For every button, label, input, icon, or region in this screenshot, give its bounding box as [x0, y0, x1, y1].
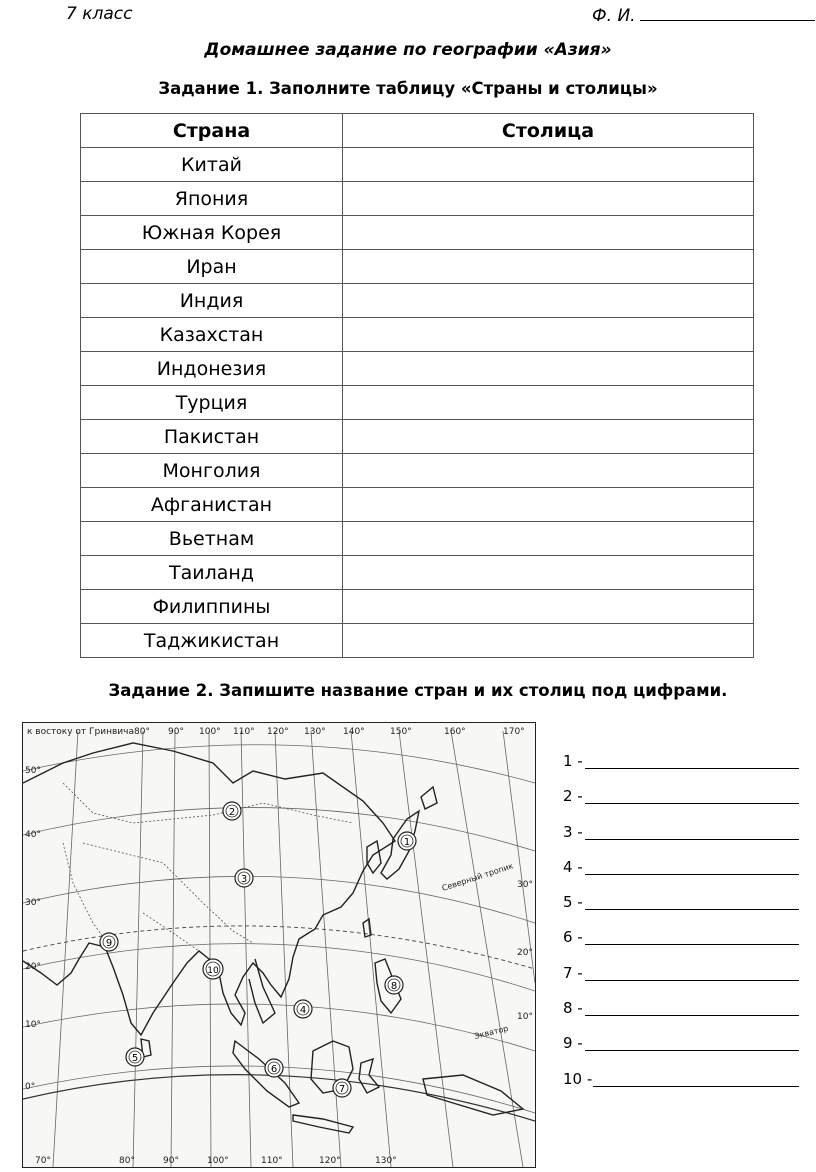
- name-label: Ф. И.: [592, 6, 636, 26]
- answer-line-10[interactable]: [563, 1070, 592, 1105]
- table-row: [81, 420, 754, 454]
- table-row: [81, 182, 754, 216]
- lon-label: 120°: [267, 727, 289, 737]
- marker-1: [398, 832, 416, 850]
- lon-label: 130°: [304, 727, 326, 737]
- table-row: [81, 284, 754, 318]
- marker-4: [294, 1000, 312, 1018]
- country-cell: Япония: [81, 182, 343, 216]
- lon-label: 150°: [390, 727, 412, 737]
- task2-title: Задание 2. Запишите название стран и их столиц под цифрами.: [108, 681, 728, 700]
- marker-8: [385, 976, 403, 994]
- lon-label: 80°: [134, 727, 150, 737]
- country-cell: Турция: [81, 386, 343, 420]
- answer-line-5[interactable]: [563, 893, 592, 928]
- capital-cell[interactable]: [343, 352, 754, 386]
- table-row: [81, 352, 754, 386]
- capital-cell[interactable]: [343, 420, 754, 454]
- marker-5: [126, 1048, 144, 1066]
- lon-label: 110°: [261, 1156, 283, 1166]
- asia-outline-map: [22, 722, 536, 1168]
- answer-label: 9 -: [563, 1034, 583, 1053]
- svg-text:6: 6: [270, 1064, 278, 1075]
- country-cell: Индия: [81, 284, 343, 318]
- lat-label: 10°: [25, 1020, 41, 1030]
- top-longitude-labels: [27, 727, 525, 737]
- lon-label: 140°: [343, 727, 365, 737]
- answer-label: 10 -: [563, 1069, 593, 1088]
- answer-underline: [585, 768, 799, 769]
- answer-underline: [585, 944, 799, 945]
- answer-line-1[interactable]: [563, 752, 592, 787]
- marker-10: [203, 959, 223, 979]
- country-cell: Таджикистан: [81, 624, 343, 658]
- country-cell: Таиланд: [81, 556, 343, 590]
- marker-3: [235, 869, 253, 887]
- answer-underline: [593, 1086, 799, 1087]
- table-row: [81, 488, 754, 522]
- capital-cell[interactable]: [343, 182, 754, 216]
- capital-cell[interactable]: [343, 284, 754, 318]
- answer-underline: [585, 874, 799, 875]
- name-field[interactable]: [592, 4, 815, 26]
- country-cell: Индонезия: [81, 352, 343, 386]
- table-row: [81, 556, 754, 590]
- country-cell: Монголия: [81, 454, 343, 488]
- name-line: [640, 4, 815, 21]
- table-row: [81, 454, 754, 488]
- lon-label: 100°: [199, 727, 221, 737]
- lon-label: 110°: [233, 727, 255, 737]
- answer-line-3[interactable]: [563, 823, 592, 858]
- capital-cell[interactable]: [343, 624, 754, 658]
- lon-label: 130°: [375, 1156, 397, 1166]
- capital-cell[interactable]: [343, 522, 754, 556]
- svg-text:4: 4: [299, 1005, 307, 1016]
- equator-line: [23, 1075, 535, 1121]
- lat-label: 20°: [25, 962, 41, 972]
- answer-label: 4 -: [563, 857, 583, 876]
- lon-label: 90°: [168, 727, 184, 737]
- country-cell: Вьетнам: [81, 522, 343, 556]
- svg-text:3: 3: [240, 874, 248, 885]
- table-row: [81, 386, 754, 420]
- answer-list: [563, 752, 592, 1105]
- grade-label: 7 класс: [66, 4, 133, 24]
- column-header-country: Страна: [81, 114, 343, 148]
- table-row: [81, 148, 754, 182]
- parallel-lines: [23, 745, 535, 1113]
- svg-text:10: 10: [207, 966, 219, 976]
- svg-text:1: 1: [403, 837, 411, 848]
- answer-label: 8 -: [563, 999, 583, 1018]
- capital-cell[interactable]: [343, 318, 754, 352]
- marker-7: [333, 1079, 351, 1097]
- capital-cell[interactable]: [343, 590, 754, 624]
- country-cell: Пакистан: [81, 420, 343, 454]
- answer-line-8[interactable]: [563, 999, 592, 1034]
- country-cell: Китай: [81, 148, 343, 182]
- answer-underline: [585, 1050, 799, 1051]
- table-row: [81, 250, 754, 284]
- capital-cell[interactable]: [343, 454, 754, 488]
- country-cell: Казахстан: [81, 318, 343, 352]
- answer-line-7[interactable]: [563, 964, 592, 999]
- country-cell: Иран: [81, 250, 343, 284]
- answer-underline: [585, 1015, 799, 1016]
- lat-label: 30°: [517, 880, 533, 890]
- marker-9: [100, 933, 118, 951]
- svg-text:2: 2: [228, 807, 236, 818]
- page-title: Домашнее задание по географии «Азия»: [204, 40, 612, 60]
- column-header-capital: Столица: [343, 114, 754, 148]
- capital-cell[interactable]: [343, 148, 754, 182]
- svg-text:7: 7: [338, 1084, 346, 1095]
- bottom-longitude-labels: [35, 1156, 397, 1166]
- answer-label: 1 -: [563, 752, 583, 770]
- equator-label: Экватор: [473, 1023, 510, 1041]
- lon-label: 70°: [35, 1156, 51, 1166]
- svg-text:8: 8: [390, 981, 398, 992]
- answer-line-9[interactable]: [563, 1034, 592, 1069]
- capital-cell[interactable]: [343, 556, 754, 590]
- svg-text:9: 9: [105, 938, 113, 949]
- answer-label: 6 -: [563, 928, 583, 947]
- tropic-label: Северный тропик: [440, 861, 515, 893]
- task1-title: Задание 1. Заполните таблицу «Страны и столицы»: [158, 79, 658, 98]
- capital-cell[interactable]: [343, 488, 754, 522]
- capital-cell[interactable]: [343, 250, 754, 284]
- lon-label: 160°: [444, 727, 466, 737]
- country-cell: Афганистан: [81, 488, 343, 522]
- lat-label: 50°: [25, 766, 41, 776]
- lon-label: 80°: [119, 1156, 135, 1166]
- answer-underline: [585, 803, 799, 804]
- answer-label: 3 -: [563, 822, 583, 841]
- answer-label: 5 -: [563, 893, 583, 912]
- answer-line-4[interactable]: [563, 858, 592, 893]
- country-cell: Южная Корея: [81, 216, 343, 250]
- table-row: [81, 624, 754, 658]
- countries-table: [80, 113, 754, 658]
- lat-label: 20°: [517, 948, 533, 958]
- lat-label: 30°: [25, 898, 41, 908]
- corner-label: к востоку от Гринвича: [27, 727, 134, 737]
- answer-label: 7 -: [563, 963, 583, 982]
- lat-label: 0°: [25, 1082, 36, 1092]
- lon-label: 170°: [503, 727, 525, 737]
- marker-6: [265, 1059, 283, 1077]
- table-row: [81, 590, 754, 624]
- country-cell: Филиппины: [81, 590, 343, 624]
- answer-line-6[interactable]: [563, 928, 592, 963]
- svg-text:5: 5: [131, 1053, 139, 1064]
- table-row: [81, 318, 754, 352]
- left-latitude-labels: [25, 766, 41, 1092]
- table-row: [81, 216, 754, 250]
- answer-line-2[interactable]: [563, 787, 592, 822]
- capital-cell[interactable]: [343, 386, 754, 420]
- lat-label: 40°: [25, 830, 41, 840]
- capital-cell[interactable]: [343, 216, 754, 250]
- marker-2: [223, 802, 241, 820]
- lon-label: 90°: [163, 1156, 179, 1166]
- table-row: [81, 522, 754, 556]
- lon-label: 120°: [319, 1156, 341, 1166]
- answer-underline: [585, 839, 799, 840]
- answer-underline: [585, 980, 799, 981]
- lon-label: 100°: [207, 1156, 229, 1166]
- answer-underline: [585, 909, 799, 910]
- answer-label: 2 -: [563, 787, 583, 806]
- table-header-row: [81, 114, 754, 148]
- lat-label: 10°: [517, 1012, 533, 1022]
